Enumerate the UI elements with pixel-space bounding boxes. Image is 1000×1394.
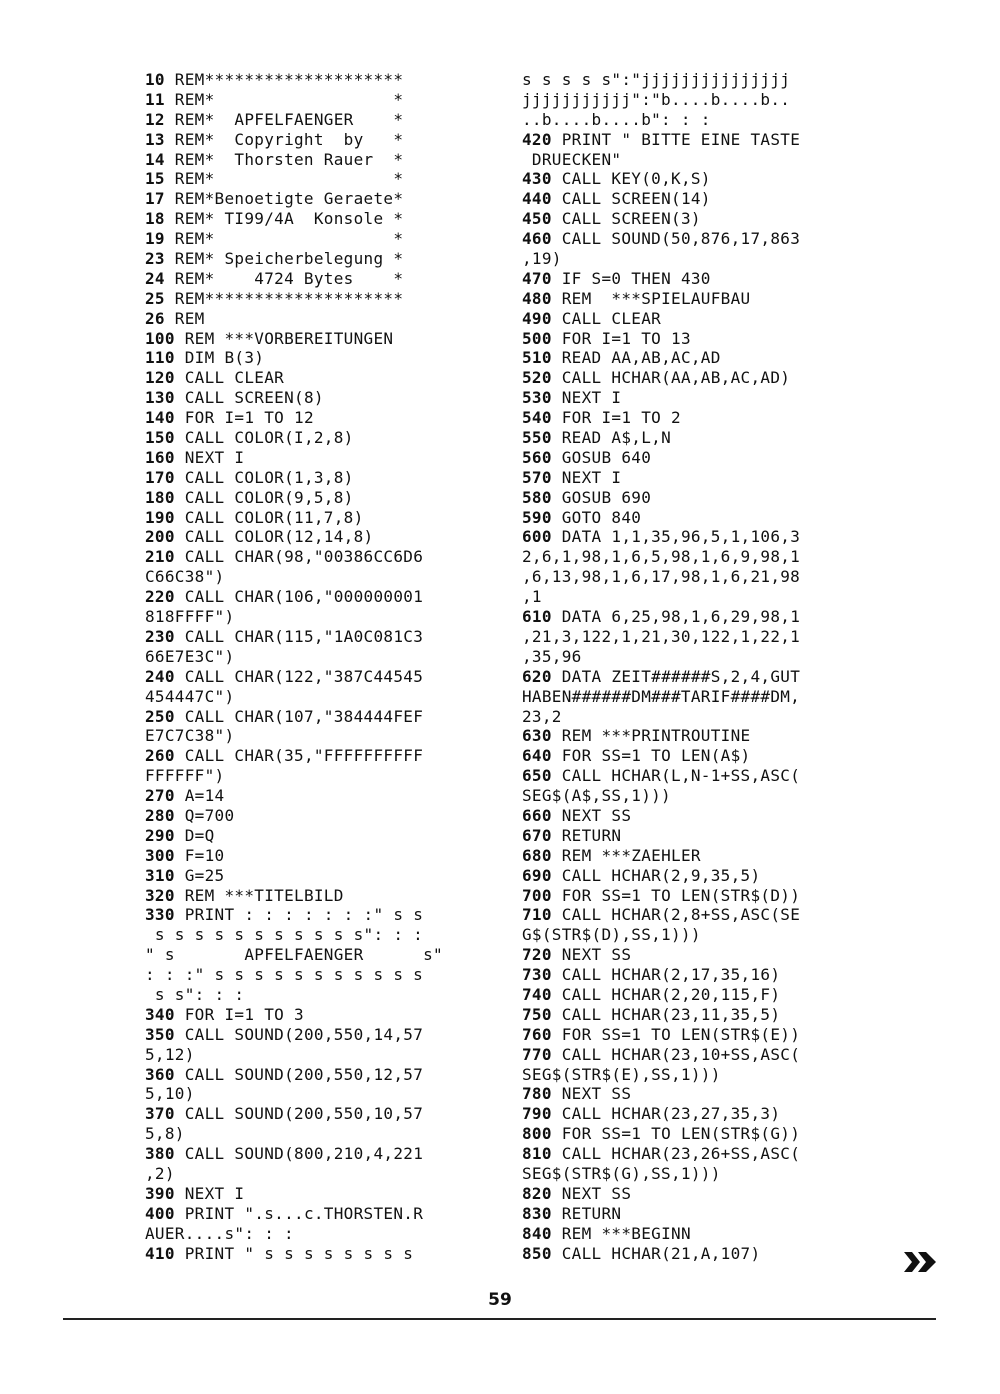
code-line: 690 CALL HCHAR(2,9,35,5) (522, 865, 761, 885)
code-line: 11 REM* * (145, 89, 404, 109)
code-line: 570 NEXT I (522, 467, 622, 487)
code-line: 420 PRINT " BITTE EINE TASTE (522, 129, 801, 149)
code-line: 120 CALL CLEAR (145, 368, 285, 388)
code-line: 818FFFF") (145, 607, 235, 627)
double-arrow-continue-icon (903, 1250, 937, 1274)
code-line: 350 CALL SOUND(200,550,14,57 (145, 1024, 424, 1044)
code-line: 310 G=25 (145, 865, 225, 885)
code-line: 23 REM* Speicherbelegung * (145, 249, 404, 269)
code-line: 100 REM ***VORBEREITUNGEN (145, 328, 394, 348)
code-line: 620 DATA ZEIT######S,2,4,GUT (522, 666, 801, 686)
code-line: 14 REM* Thorsten Rauer * (145, 149, 404, 169)
code-line: 730 CALL HCHAR(2,17,35,16) (522, 965, 781, 985)
code-line: 190 CALL COLOR(11,7,8) (145, 507, 364, 527)
code-line: 300 F=10 (145, 845, 225, 865)
code-line: SEG$(STR$(G),SS,1))) (522, 1163, 721, 1183)
code-line: 450 CALL SCREEN(3) (522, 209, 701, 229)
code-line: 590 GOTO 840 (522, 507, 642, 527)
listing-column-left (145, 70, 490, 1263)
code-line: 440 CALL SCREEN(14) (522, 189, 711, 209)
code-line: 720 NEXT SS (522, 945, 632, 965)
code-line: 530 NEXT I (522, 388, 622, 408)
code-line: 760 FOR SS=1 TO LEN(STR$(E)) (522, 1024, 801, 1044)
code-line: DRUECKEN" (522, 149, 622, 169)
code-line: HABEN######DM###TARIF####DM, (522, 686, 801, 706)
code-line: 640 FOR SS=1 TO LEN(A$) (522, 746, 751, 766)
code-line: 130 CALL SCREEN(8) (145, 388, 324, 408)
code-line: 670 RETURN (522, 825, 622, 845)
code-line: 610 DATA 6,25,98,1,6,29,98,1 (522, 607, 801, 627)
code-line: 700 FOR SS=1 TO LEN(STR$(D)) (522, 885, 801, 905)
code-line: 410 PRINT " s s s s s s s s (145, 1243, 414, 1263)
code-line: 850 CALL HCHAR(21,A,107) (522, 1243, 761, 1263)
code-line: 18 REM* TI99/4A Konsole * (145, 209, 404, 229)
code-line: 290 D=Q (145, 825, 215, 845)
code-line: 650 CALL HCHAR(L,N-1+SS,ASC( (522, 766, 801, 786)
code-line: 23,2 (522, 706, 562, 726)
code-line: 750 CALL HCHAR(23,11,35,5) (522, 1004, 781, 1024)
code-line: 550 READ A$,L,N (522, 428, 672, 448)
code-line: 780 NEXT SS (522, 1084, 632, 1104)
code-line: 5,8) (145, 1124, 185, 1144)
code-line: 26 REM (145, 308, 205, 328)
code-line: 13 REM* Copyright by * (145, 129, 404, 149)
code-line: 10 REM******************** (145, 70, 404, 89)
code-line: 630 REM ***PRINTROUTINE (522, 726, 751, 746)
code-line: 370 CALL SOUND(200,550,10,57 (145, 1104, 424, 1124)
code-line: 810 CALL HCHAR(23,26+SS,ASC( (522, 1144, 801, 1164)
code-line: C66C38") (145, 567, 225, 587)
code-line: 470 IF S=0 THEN 430 (522, 268, 711, 288)
code-line: 480 REM ***SPIELAUFBAU (522, 288, 751, 308)
code-line: ,6,13,98,1,6,17,98,1,6,21,98 (522, 567, 801, 587)
code-line: 110 DIM B(3) (145, 348, 265, 368)
code-line: 510 READ AA,AB,AC,AD (522, 348, 721, 368)
code-line: 270 A=14 (145, 786, 225, 806)
code-line: s s s s s":"jjjjjjjjjjjjjjj (522, 70, 791, 89)
code-line: 390 NEXT I (145, 1183, 245, 1203)
code-line: ,1 (522, 587, 542, 607)
code-line: 160 NEXT I (145, 447, 245, 467)
code-line: 580 GOSUB 690 (522, 487, 652, 507)
code-line: ..b....b....b": : : (522, 109, 711, 129)
code-line: SEG$(A$,SS,1))) (522, 786, 671, 806)
code-line: 460 CALL SOUND(50,876,17,863 (522, 229, 801, 249)
code-line: 180 CALL COLOR(9,5,8) (145, 487, 354, 507)
code-line: 710 CALL HCHAR(2,8+SS,ASC(SE (522, 905, 801, 925)
code-line: 790 CALL HCHAR(23,27,35,3) (522, 1104, 781, 1124)
code-line: 210 CALL CHAR(98,"00386CC6D6 (145, 547, 424, 567)
code-line: 500 FOR I=1 TO 13 (522, 328, 691, 348)
code-line: 770 CALL HCHAR(23,10+SS,ASC( (522, 1044, 801, 1064)
code-line: 2,6,1,98,1,6,5,98,1,6,9,98,1 (522, 547, 801, 567)
code-line: ,19) (522, 249, 562, 269)
code-line: 560 GOSUB 640 (522, 447, 652, 467)
code-line: 660 NEXT SS (522, 805, 632, 825)
code-line: 140 FOR I=1 TO 12 (145, 408, 314, 428)
code-line: 840 REM ***BEGINN (522, 1223, 691, 1243)
code-line: 360 CALL SOUND(200,550,12,57 (145, 1064, 424, 1084)
code-line: 24 REM* 4724 Bytes * (145, 268, 404, 288)
code-line: 380 CALL SOUND(800,210,4,221 (145, 1144, 424, 1164)
code-line: 490 CALL CLEAR (522, 308, 662, 328)
code-line: FFFFFF") (145, 766, 225, 786)
code-line: 830 RETURN (522, 1203, 622, 1223)
code-line: 454447C") (145, 686, 235, 706)
code-line: 240 CALL CHAR(122,"387C44545 (145, 666, 424, 686)
listing-column-right (522, 70, 882, 1263)
code-line: 280 Q=700 (145, 805, 235, 825)
code-line: ,35,96 (522, 646, 582, 666)
code-line: 400 PRINT ".s...c.THORSTEN.R (145, 1203, 424, 1223)
code-line: 250 CALL CHAR(107,"384444FEF (145, 706, 424, 726)
code-line: 430 CALL KEY(0,K,S) (522, 169, 711, 189)
code-line: 220 CALL CHAR(106,"000000001 (145, 587, 424, 607)
code-line: s s s s s s s s s s s": : : (145, 925, 424, 945)
code-line: 260 CALL CHAR(35,"FFFFFFFFFF (145, 746, 424, 766)
code-line: 66E7E3C") (145, 646, 235, 666)
code-line: SEG$(STR$(E),SS,1))) (522, 1064, 721, 1084)
code-line: 15 REM* * (145, 169, 404, 189)
code-line: 740 CALL HCHAR(2,20,115,F) (522, 984, 781, 1004)
code-line: 17 REM*Benoetigte Geraete* (145, 189, 404, 209)
code-line: 520 CALL HCHAR(AA,AB,AC,AD) (522, 368, 791, 388)
code-line: 200 CALL COLOR(12,14,8) (145, 527, 374, 547)
code-line: s s": : : (145, 984, 245, 1004)
code-line: 230 CALL CHAR(115,"1A0C081C3 (145, 626, 424, 646)
code-line: 5,10) (145, 1084, 195, 1104)
code-line: 150 CALL COLOR(I,2,8) (145, 428, 354, 448)
code-line: 5,12) (145, 1044, 195, 1064)
code-line: 19 REM* * (145, 229, 404, 249)
code-line: 820 NEXT SS (522, 1183, 632, 1203)
code-line: E7C7C38") (145, 726, 235, 746)
code-line: 600 DATA 1,1,35,96,5,1,106,3 (522, 527, 801, 547)
code-line: : : :" s s s s s s s s s s s (145, 965, 424, 985)
code-line: 340 FOR I=1 TO 3 (145, 1004, 304, 1024)
code-line: 25 REM******************** (145, 288, 404, 308)
code-line: jjjjjjjjjjj":"b....b....b.. (522, 89, 791, 109)
footer-rule (63, 1318, 936, 1320)
page-number: 59 (488, 1290, 512, 1310)
code-line: 320 REM ***TITELBILD (145, 885, 344, 905)
code-line: 12 REM* APFELFAENGER * (145, 109, 404, 129)
code-line: 800 FOR SS=1 TO LEN(STR$(G)) (522, 1124, 801, 1144)
code-line: ,2) (145, 1163, 175, 1183)
code-line: " s APFELFAENGER s" (145, 945, 443, 965)
code-line: G$(STR$(D),SS,1))) (522, 925, 701, 945)
code-line: 540 FOR I=1 TO 2 (522, 408, 681, 428)
code-line: AUER....s": : : (145, 1223, 294, 1243)
code-line: 170 CALL COLOR(1,3,8) (145, 467, 354, 487)
code-line: 330 PRINT : : : : : : :" s s (145, 905, 424, 925)
code-line: ,21,3,122,1,21,30,122,1,22,1 (522, 626, 801, 646)
code-line: 680 REM ***ZAEHLER (522, 845, 701, 865)
